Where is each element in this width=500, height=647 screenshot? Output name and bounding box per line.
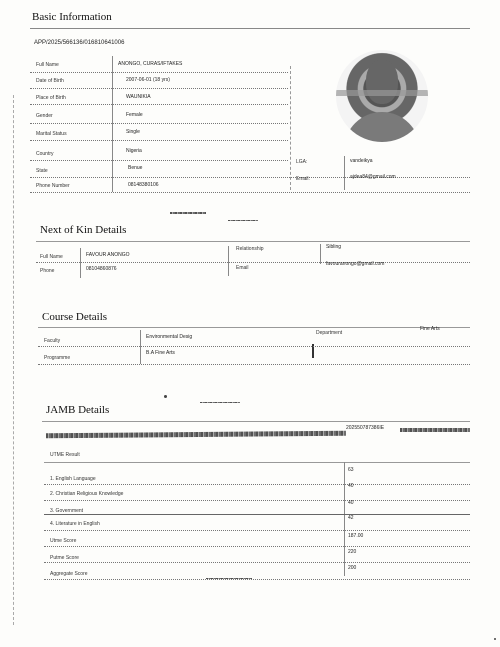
marital-status-label: Marital Status [36,131,67,137]
title-rule [42,421,470,422]
row-divider [30,104,288,105]
row-divider [30,192,470,193]
subject-2-score: 40 [348,483,354,489]
place-of-birth-label: Place of Birth [36,95,66,101]
redaction-scribble [46,431,346,439]
row-divider [44,546,470,547]
row-divider [44,462,470,463]
faculty-value: Environmental Desig [146,334,193,340]
row-divider [36,262,470,263]
lga-divider [344,156,345,190]
row-divider [30,72,288,73]
kin-divider [320,244,321,264]
row-divider [38,364,470,365]
jamb-score-divider [344,462,345,576]
scan-mark [170,212,206,214]
dob-value: 2007-06-01 (18 yrs) [126,77,170,83]
left-margin-line [13,95,14,625]
full-name-value: ANONGO, CURAS/IFTAKES [118,61,183,67]
row-divider [44,484,470,485]
full-name-label: Full Name [36,62,59,68]
row-divider [30,123,288,124]
course-details-title: Course Details [42,311,108,323]
kin-relationship-value: Sibling [326,244,342,250]
lga-label: LGA: [296,159,308,165]
place-of-birth-value: WAUNIKIA [126,94,151,100]
row-divider [44,500,470,501]
aggregate-score-label: Aggregate Score [50,571,88,577]
email-value: ajdea84@gmail.com [350,174,396,180]
kin-divider [228,246,229,276]
kin-email-label: Email [236,265,249,271]
kin-phone-label: Phone [40,268,55,274]
subject-4-label: 4. Literature in English [50,521,100,527]
row-divider [30,140,288,141]
aggregate-score-value: 200 [348,565,357,571]
row-divider [44,530,470,531]
row-divider [38,346,470,347]
subject-1-label: 1. English Language [50,476,96,482]
programme-label: Programme [44,355,71,361]
kin-relationship-label: Relationship [236,246,264,252]
department-label: Department [316,330,343,336]
row-divider [30,177,470,178]
basic-information-title: Basic Information [32,11,112,23]
course-divider [140,330,141,364]
gender-label: Gender [36,113,53,119]
kin-name-label: Full Name [40,254,63,260]
programme-value: B.A Fine Arts [146,350,175,356]
scan-speck [494,638,496,640]
title-rule [38,327,470,328]
applicant-photo [336,50,428,142]
lga-value: vandeikya [350,158,373,164]
subject-3-score: 40 [348,500,354,506]
redaction-scribble [400,428,470,432]
putme-score-value: 220 [348,549,357,555]
subject-1-score: 63 [348,467,354,473]
country-label: Country [36,151,54,157]
jamb-registration-number: 202550787386IE [346,425,385,431]
phone-number-label: Phone Number [36,183,70,189]
jamb-details-title: JAMB Details [46,404,110,416]
scan-mark [200,402,240,403]
scan-mark [206,578,252,579]
row-divider [30,160,288,161]
state-label: State [36,168,48,174]
utme-score-label: Utme Score [50,538,77,544]
application-id: APP/2025/566136/016810641006 [34,40,125,46]
row-divider [30,88,288,89]
row-divider [44,562,470,563]
kin-name-value: FAVOUR ANONGO [86,252,130,258]
next-of-kin-title: Next of Kin Details [40,224,127,236]
subject-4-score: 42 [348,515,354,521]
title-rule [36,241,470,242]
scan-mark [228,220,258,221]
email-label: Email: [296,176,310,182]
kin-email-value: favouranongo@gmail.com [326,261,385,267]
country-value: Nigeria [126,148,142,154]
dob-label: Date of Birth [36,78,64,84]
subject-3-label: 3. Government [50,508,84,514]
phone-number-value: 08148380106 [128,182,159,188]
basic-column-divider [112,56,113,192]
row-divider [44,514,470,515]
department-value: Fine Arts [420,326,440,332]
kin-divider [80,248,81,278]
subject-2-label: 2. Christian Religious Knowledge [50,491,124,497]
scan-speck [164,395,167,398]
utme-result-label: UTME Result [50,452,80,458]
gender-value: Female [126,112,143,118]
kin-phone-value: 08104860876 [86,266,117,272]
faculty-label: Faculty [44,338,61,344]
state-value: Benue [128,165,143,171]
title-rule [30,28,470,29]
marital-status-value: Single [126,129,140,135]
basic-right-divider [290,66,291,190]
putme-score-label: Putme Score [50,555,79,561]
row-divider [44,579,470,580]
utme-score-value: 187.00 [348,533,364,539]
